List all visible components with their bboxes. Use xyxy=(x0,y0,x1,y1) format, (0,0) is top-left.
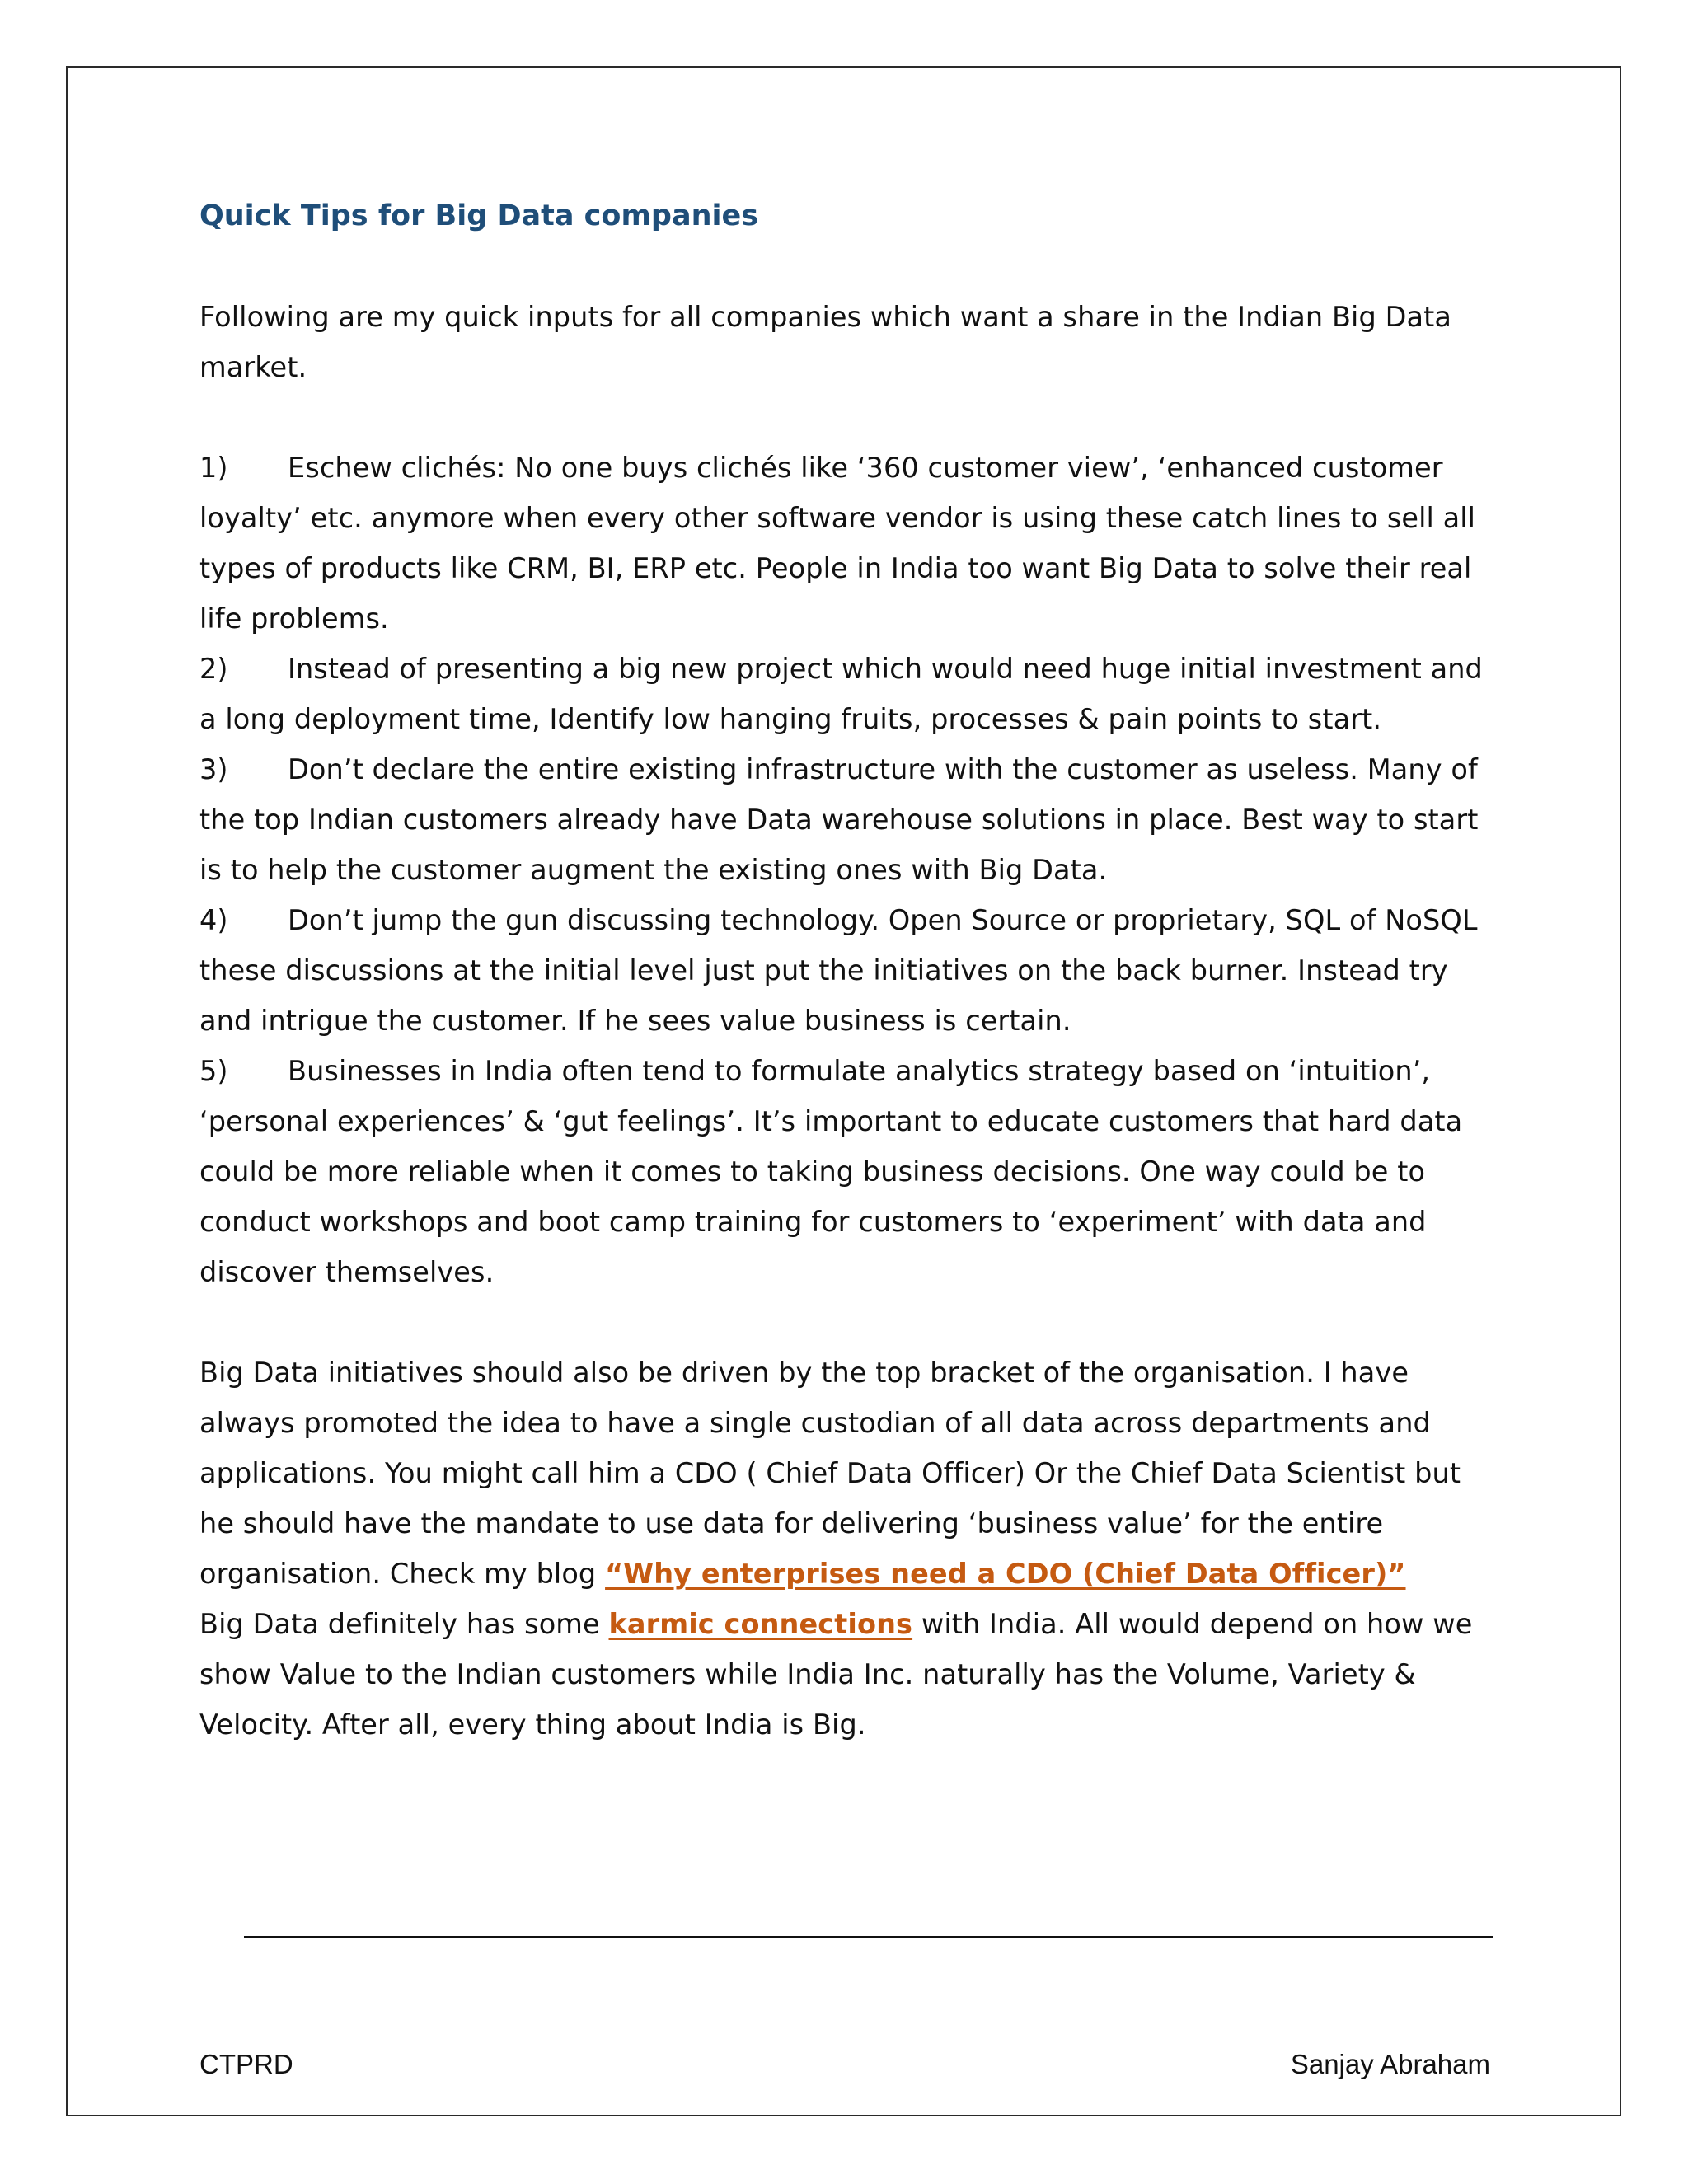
list-item xyxy=(199,744,1502,895)
closing-text: with India. All would depend on how we show Value to the Indian customers while India Inc. naturally has the Volume, Variety & Velocity. After all, every thing about India is Big. xyxy=(199,1608,1473,1741)
closing-text: Big Data initiatives should also be driven by the top bracket of the organisation. I have always promoted the idea to have a single custodian of all data across departments and applications. You might call him a CDO ( Chief Data Officer) Or the Chief Data Scientist but he should have the mandate to use data for delivering ‘business value’ for the entire organisation. Check my blog xyxy=(199,1357,1461,1590)
list-item-text: Don’t jump the gun discussing technology. Open Source or proprietary, SQL of NoSQL these discussions at the initial level just put the initiatives on the back burner. Instead try and intrigue the customer. If he sees value business is certain. xyxy=(199,904,1478,1037)
paragraph-spacer xyxy=(199,392,1502,443)
list-item-text: Eschew clichés: No one buys clichés like ‘360 customer view’, ‘enhanced customer loyalty’ etc. anymore when every other software vendor is using these catch lines to sell all types of products like CRM, BI, ERP etc. People in India too want Big Data to solve their real life problems. xyxy=(199,452,1476,635)
list-item-number: 4) xyxy=(199,904,228,936)
list-item-text: Don’t declare the entire existing infrastructure with the customer as useless. Many of the top Indian customers already have Data warehouse solutions in place. Best way to start is to help the customer augment the existing ones with Big Data. xyxy=(199,753,1479,886)
closing-text: Big Data definitely has some xyxy=(199,1608,609,1640)
list-item-number: 5) xyxy=(199,1055,228,1087)
intro-paragraph: Following are my quick inputs for all companies which want a share in the Indian Big Data market. xyxy=(199,301,1451,383)
list-item-number: 1) xyxy=(199,452,228,484)
cdo-blog-link[interactable]: “Why enterprises need a CDO (Chief Data Officer)” xyxy=(605,1558,1406,1590)
list-item xyxy=(199,644,1502,744)
document-body xyxy=(199,191,1502,1750)
list-item xyxy=(199,895,1502,1046)
list-item-number: 2) xyxy=(199,653,228,685)
footer-divider xyxy=(244,1936,1493,1938)
list-item xyxy=(199,1046,1502,1297)
list-item-text: Instead of presenting a big new project which would need huge initial investment and a long deployment time, Identify low hanging fruits, processes & pain points to start. xyxy=(199,653,1483,735)
footer-left-text: CTPRD xyxy=(199,2049,293,2079)
list-item-number: 3) xyxy=(199,753,228,785)
karmic-connections-link[interactable]: karmic connections xyxy=(608,1608,913,1640)
footer-author: Sanjay Abraham xyxy=(1290,2049,1490,2079)
list-item xyxy=(199,443,1502,644)
paragraph-spacer xyxy=(199,1297,1502,1347)
list-item-text: Businesses in India often tend to formulate analytics strategy based on ‘intuition’, ‘personal experiences’ & ‘gut feelings’. It’s important to educate customers that hard data could be more reliable when it comes to taking business decisions. One way could be to conduct workshops and boot camp training for customers to ‘experiment’ with data and discover themselves. xyxy=(199,1055,1463,1288)
page-title: Quick Tips for Big Data companies xyxy=(199,199,759,232)
closing-paragraph xyxy=(199,1347,1502,1750)
